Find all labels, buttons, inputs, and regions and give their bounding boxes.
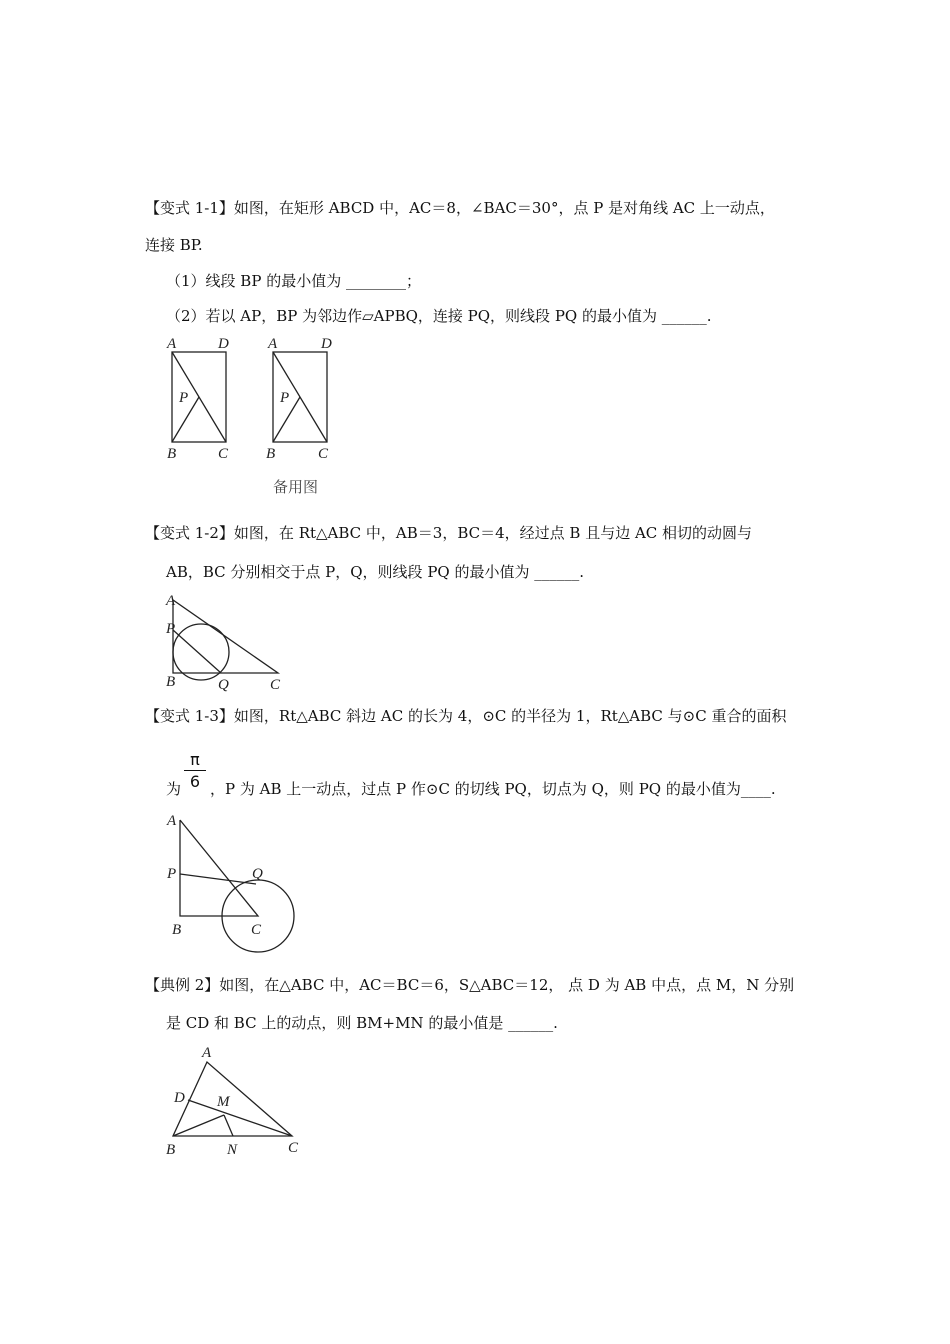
problem-1-3-line1: 【变式 1-3】如图，Rt△ABC 斜边 AC 的长为 4，⊙C 的半径为 1，Rt△ABC 与⊙C 重合的面积 [145,707,787,725]
fig4-label-a: A [202,1045,212,1061]
problem-1-2-line1: 【变式 1-2】如图，在 Rt△ABC 中，AB＝3，BC＝4，经过点 B 且与边 AC 相切的动圆与 [145,524,753,542]
fig1-label-d: D [218,336,229,352]
problem-1-2-line2: AB，BC 分别相交于点 P，Q，则线段 PQ 的最小值为 ______. [166,563,585,581]
fig3-label-p: P [167,866,177,882]
fraction-bar [184,770,206,771]
fig1b-label-a: A [268,336,278,352]
fig1b-label-d: D [321,336,332,352]
fig2-label-a: A [166,593,176,609]
fig1b-label-c: C [318,446,329,462]
problem-1-1-question2: （2）若以 AP，BP 为邻边作▱APBQ，连接 PQ，则线段 PQ 的最小值为 ______. [166,307,712,325]
problem-1-3-line2-pre: 为 [166,780,182,798]
fig4-label-c: C [288,1140,299,1156]
problem-1-3-line2-post: ，P 为 AB 上一动点，过点 P 作⊙C 的切线 PQ，切点为 Q，则 PQ 的最小值为____. [210,780,776,798]
fraction-denominator: 6 [189,772,201,791]
fig3-label-q: Q [252,866,263,882]
example-2-line1: 【典例 2】如图，在△ABC 中，AC＝BC＝6，S△ABC＝12， 点 D 为 AB 中点，点 M，N 分别 [145,976,795,994]
fraction-pi-over-6 [183,750,207,791]
figure-triangle-tangent-circle [160,808,305,958]
fig4-label-n: N [227,1142,238,1158]
fig4-label-b: B [166,1142,176,1158]
fig2-label-b: B [166,674,176,690]
fraction-numerator: π [190,750,200,769]
fig2-label-q: Q [218,677,229,693]
fig3-label-a: A [167,813,177,829]
fig1b-label-p: P [280,390,290,406]
fig3-label-b: B [172,922,182,938]
fig1-label-b: B [167,446,177,462]
figure-caption: 备用图 [273,478,319,496]
fig1-label-c: C [218,446,229,462]
fig2-label-p: P [166,621,176,637]
fig2-label-c: C [270,677,281,693]
fig4-label-m: M [217,1094,230,1110]
figure-right-triangle-circle [160,588,300,694]
problem-1-1-line2: 连接 BP. [145,236,203,254]
fig4-label-d: D [174,1090,185,1106]
figure-triangle-abc-dmn [160,1040,310,1160]
fig1-label-a: A [167,336,177,352]
figure-rectangle-abcd [160,330,350,500]
example-2-line2: 是 CD 和 BC 上的动点，则 BM+MN 的最小值是 ______. [166,1014,558,1032]
fig1b-label-b: B [266,446,276,462]
problem-1-1-line1: 【变式 1-1】如图，在矩形 ABCD 中，AC＝8，∠BAC＝30°，点 P 是对角线 AC 上一动点， [145,199,775,217]
fig1-label-p: P [179,390,189,406]
problem-1-1-question1: （1）线段 BP 的最小值为 ________； [166,272,421,290]
fig3-label-c: C [251,922,262,938]
